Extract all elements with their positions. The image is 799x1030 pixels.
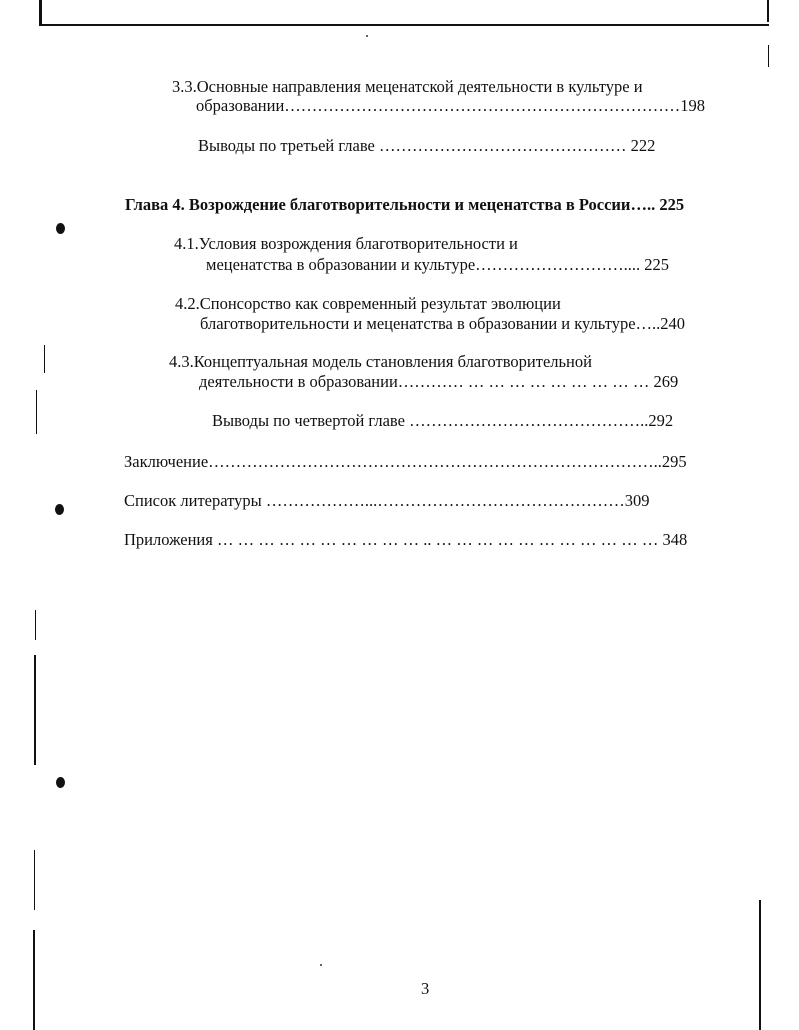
binder-hole-2 xyxy=(55,504,64,515)
toc-conclusion: Заключение………………………………………………………………………..295 xyxy=(124,452,687,471)
scan-edge-top-left xyxy=(39,0,42,26)
toc-conclusions-chapter-3: Выводы по третьей главе ……………………………………… 222 xyxy=(198,136,656,155)
toc-section-4-1-line2: меценатства в образовании и культуре……………………….... 225 xyxy=(206,255,670,274)
scan-speck-2 xyxy=(320,964,322,966)
scan-edge-left-fragment-4 xyxy=(34,850,35,910)
toc-chapter-4-heading: Глава 4. Возрождение благотворительности и меценатства в России….. 225 xyxy=(125,195,685,214)
toc-bibliography: Список литературы ………………...………………………………………309 xyxy=(124,491,650,510)
scan-edge-left-bottom xyxy=(33,930,35,1030)
toc-section-4-2-line1: 4.2.Спонсорство как современный результат эволюции xyxy=(175,294,561,313)
toc-section-4-3-line2: деятельности в образовании………… … … … … … … … … … 269 xyxy=(199,372,679,391)
toc-conclusions-chapter-4: Выводы по четвертой главе ……………………………………..292 xyxy=(212,411,674,430)
scan-edge-right-bottom xyxy=(759,900,761,1030)
toc-section-4-1-line1: 4.1.Условия возрождения благотворительности и xyxy=(174,234,518,253)
page-number: 3 xyxy=(421,979,430,998)
scan-speck-1 xyxy=(366,35,368,37)
scan-edge-left-fragment-1 xyxy=(44,345,45,373)
binder-hole-3 xyxy=(56,777,65,788)
toc-section-4-3-line1: 4.3.Концептуальная модель становления благотворительной xyxy=(169,352,592,371)
scan-edge-right-top xyxy=(767,0,769,22)
toc-appendices: Приложения … … … … … … … … … … .. … … … … … … … … … … … 348 xyxy=(124,530,688,549)
scan-edge-top xyxy=(39,24,769,26)
toc-section-3-3-line2: образовании………………………………………………………………198 xyxy=(196,96,706,115)
toc-section-3-3-line1: 3.3.Основные направления меценатской деятельности в культуре и xyxy=(172,77,643,96)
toc-section-4-2-line2: благотворительности и меценатства в образовании и культуре…..240 xyxy=(200,314,686,333)
scan-edge-left-fragment-3 xyxy=(35,610,36,640)
binder-hole-1 xyxy=(56,223,65,234)
scan-edge-right-fragment xyxy=(768,45,769,67)
scan-edge-left-long xyxy=(34,655,36,765)
scan-edge-left-fragment-2 xyxy=(36,390,37,434)
